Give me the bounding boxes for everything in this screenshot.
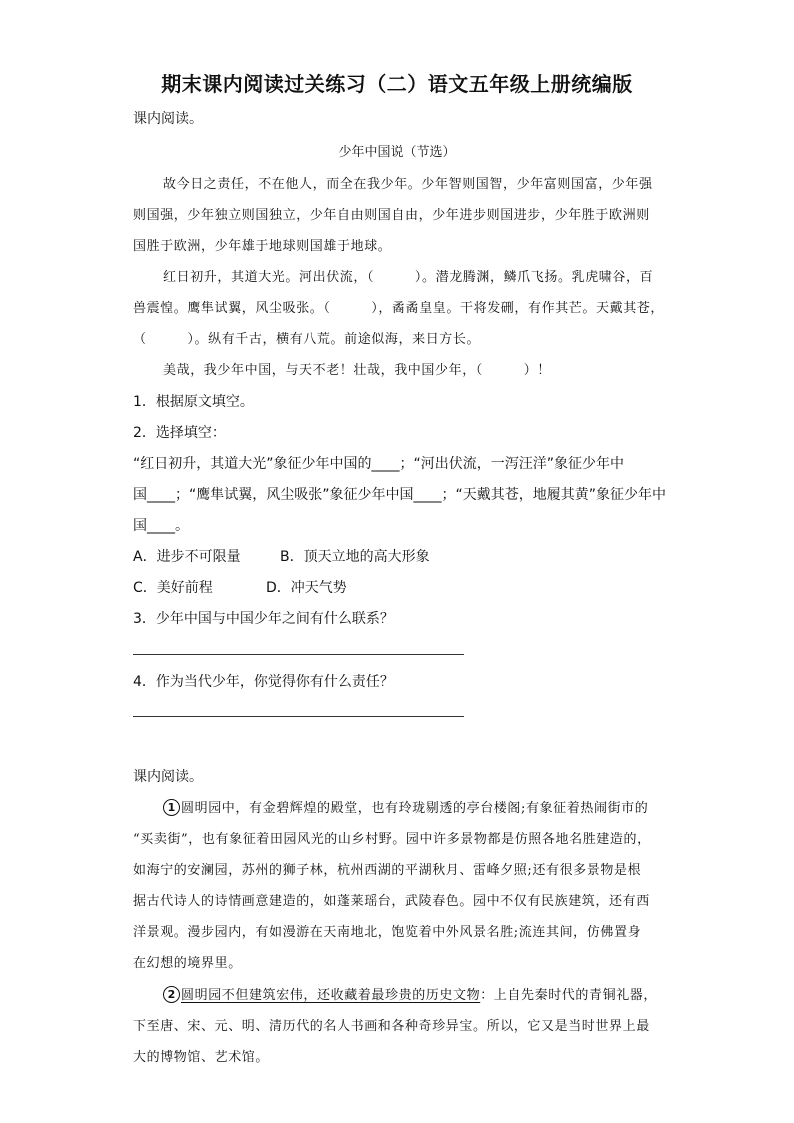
passage2-line: “买卖街”，也有象征着田园风光的山乡村野。园中许多景物都是仿照各地名胜建造的， <box>133 832 651 847</box>
section2-header: 课内阅读。 <box>133 769 203 785</box>
passage1-line: 红日初升，其道大光。河出伏流，（ ）。潜龙腾渊，鳞爪飞扬。乳虎啸谷，百 <box>163 270 654 285</box>
question-2-text: 国____；“鹰隼试翼，风尘吸张”象征少年中国____；“天戴其苍，地履其黄”象征少年中 <box>133 487 667 503</box>
passage1-line: 兽震惶。鹰隼试翼，风尘吸张。（ ），矞矞皇皇。干将发硎，有作其芒。天戴其苍， <box>133 301 665 316</box>
question-2-text: 国____。 <box>133 518 189 534</box>
paragraph-number-1: 1 <box>163 799 180 816</box>
passage1-line: 美哉，我少年中国，与天不老！壮哉，我中国少年，（ ）！ <box>163 363 551 378</box>
passage2-line: 如海宁的安澜园，苏州的狮子林，杭州西湖的平湖秋月、雷峰夕照;还有很多景物是根 <box>133 863 642 878</box>
option-c: C．美好前程 <box>133 580 213 596</box>
answer-line-3[interactable] <box>133 654 464 655</box>
passage1-line: （ ）。纵有千古，横有八荒。前途似海，来日方长。 <box>133 332 481 347</box>
option-b: B．顶天立地的高大形象 <box>280 549 430 565</box>
poem-title: 少年中国说（节选） <box>338 145 456 160</box>
passage1-line: 则国强，少年独立则国独立，少年自由则国自由，少年进步则国进步，少年胜于欧洲则 <box>133 208 650 223</box>
underlined-sentence: 圆明园不但建筑宏伟，还收藏着最珍贵的历史文物 <box>181 988 481 1003</box>
page-title: 期末课内阅读过关练习（二）语文五年级上册统编版 <box>161 72 633 96</box>
passage2-line: 据古代诗人的诗情画意建造的，如蓬莱瑶台，武陵春色。园中不仅有民族建筑，还有西 <box>133 894 650 909</box>
question-2: 2．选择填空： <box>133 425 226 441</box>
passage2-line <box>163 797 648 816</box>
passage1-line: 国胜于欧洲，少年雄于地球则国雄于地球。 <box>133 239 392 254</box>
option-d: D．冲天气势 <box>266 580 347 596</box>
passage2-line: 大的博物馆、艺术馆。 <box>133 1050 270 1065</box>
question-4: 4．作为当代少年，你觉得你有什么责任？ <box>133 674 394 690</box>
section1-header: 课内阅读。 <box>133 111 203 127</box>
question-3: 3．少年中国与中国少年之间有什么联系？ <box>133 611 394 627</box>
passage1-line: 故今日之责任，不在他人，而全在我少年。少年智则国智，少年富则国富，少年强 <box>163 177 653 192</box>
answer-line-4[interactable] <box>133 716 464 717</box>
paragraph-number-2: 2 <box>163 986 180 1003</box>
passage2-text: 圆明园中，有金碧辉煌的殿堂，也有玲珑剔透的亭台楼阁;有象征着热闹街市的 <box>181 801 649 816</box>
passage2-line: 在幻想的境界里。 <box>133 956 242 971</box>
question-2-text: “红日初升，其道大光”象征少年中国的____；“河出伏流，一泻汪洋”象征少年中 <box>133 456 625 472</box>
question-1: 1．根据原文填空。 <box>133 394 254 410</box>
passage2-line: 下至唐、宋、元、明、清历代的名人书画和各种奇珍异宝。所以，它又是当时世界上最 <box>133 1019 650 1034</box>
option-a: A．进步不可限量 <box>133 549 241 565</box>
passage2-line: 洋景观。漫步园内，有如漫游在天南地北，饱览着中外风景名胜;流连其间，仿佛置身 <box>133 925 642 940</box>
passage2-line <box>163 984 657 1003</box>
passage2-text: ：上自先秦时代的青铜礼器， <box>480 988 658 1003</box>
